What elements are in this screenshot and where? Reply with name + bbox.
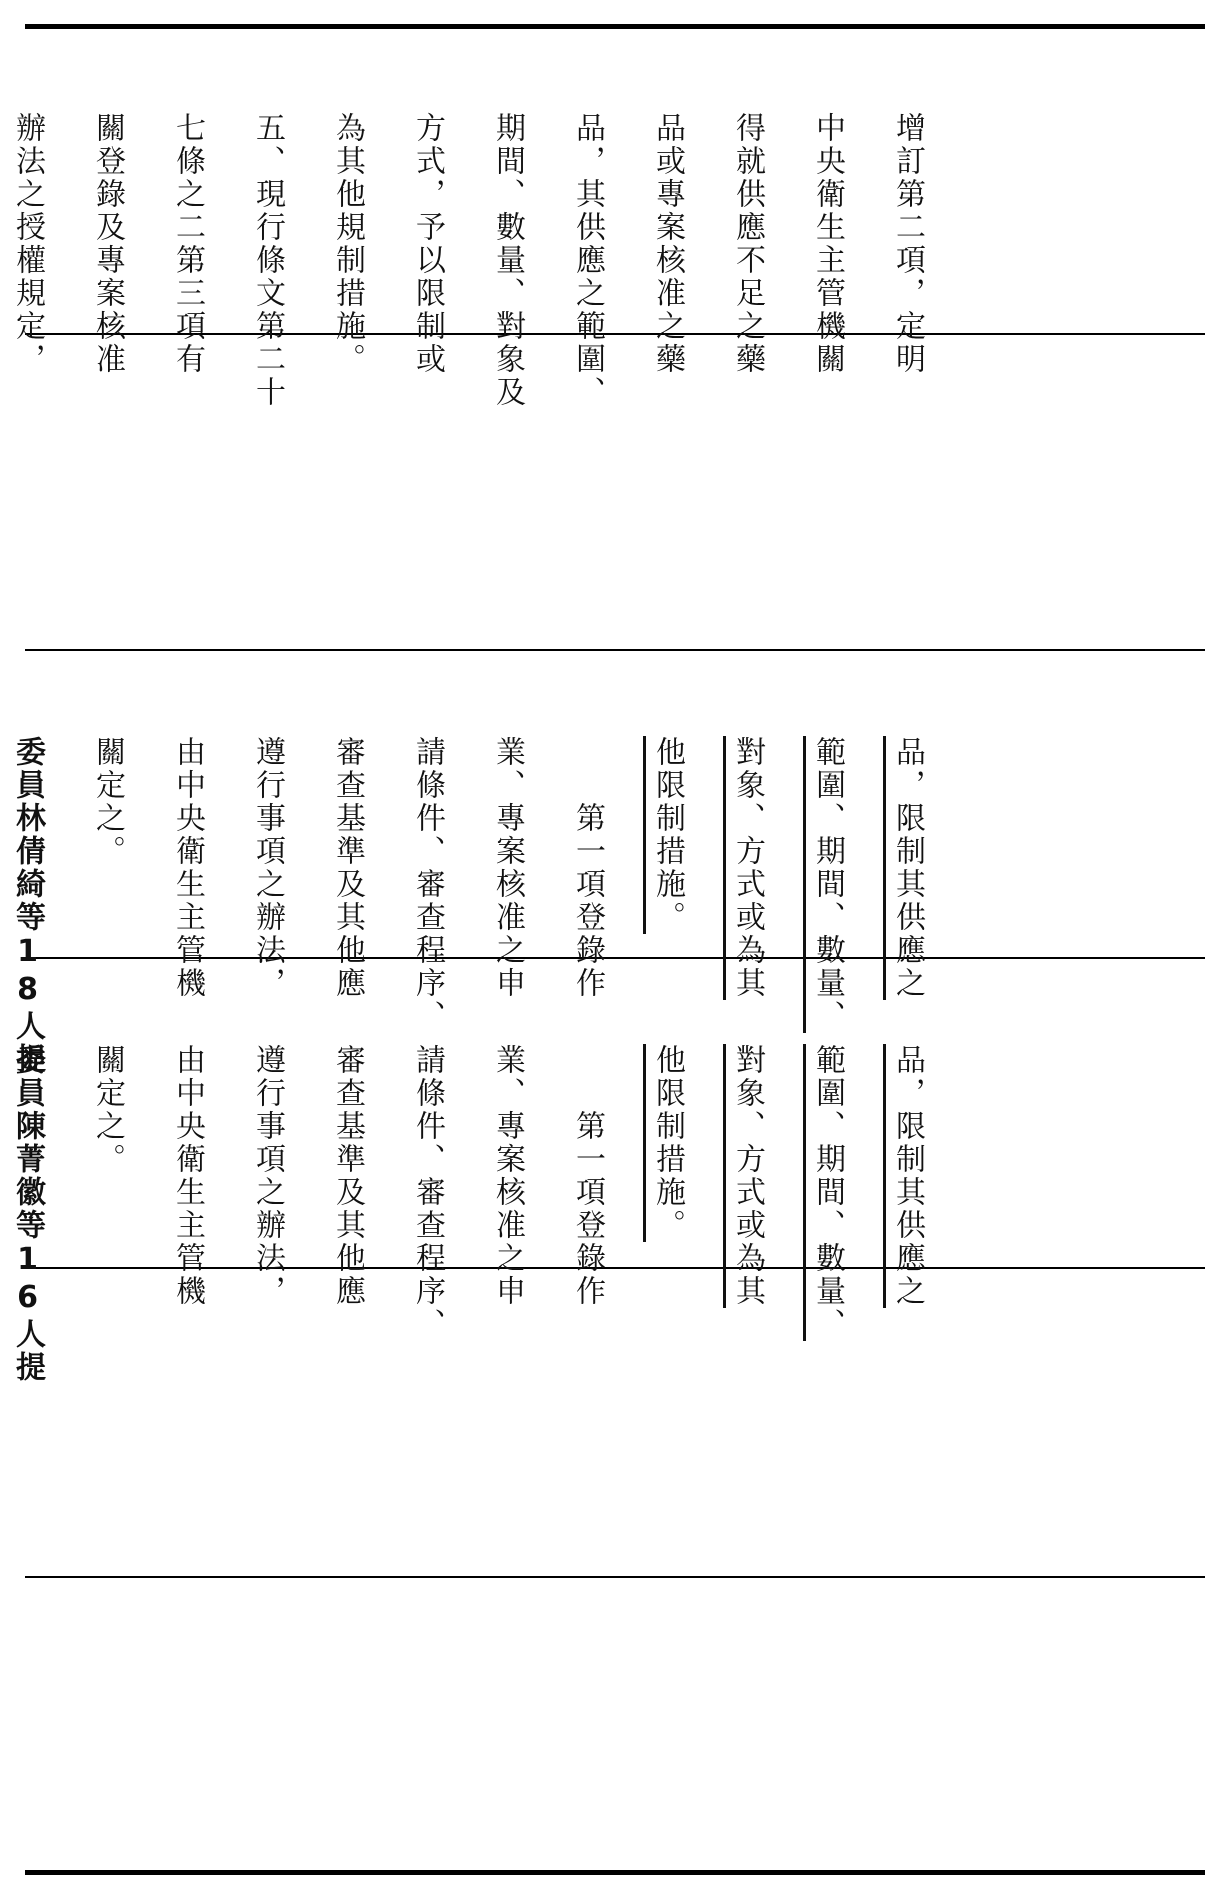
text-line: 遵行事項之辦法， bbox=[250, 1044, 285, 1308]
text-line: 五、現行條文第二十 bbox=[250, 112, 285, 409]
text-line: 他限制措施。 bbox=[650, 736, 685, 934]
empty-cell-row-5 bbox=[25, 1271, 1205, 1574]
text-line: 品，限制其供應之 bbox=[890, 1044, 925, 1308]
text-line: 期間、數量、對象及 bbox=[490, 112, 525, 409]
text-line: 方式，予以限制或 bbox=[410, 112, 445, 376]
text-line: 審查基準及其他應 bbox=[330, 1044, 365, 1308]
proposer-heading: 委員陳菁徽等16人提 bbox=[10, 1044, 45, 1384]
text-line: 為其他規制措施。 bbox=[330, 112, 365, 376]
proposer-heading: 委員林倩綺等18人提 bbox=[10, 736, 45, 1076]
text-line: 七條之二第三項有 bbox=[170, 112, 205, 376]
empty-cell-current-law bbox=[25, 337, 1205, 647]
text-line: 品，限制其供應之 bbox=[890, 736, 925, 1000]
table-top-border bbox=[25, 24, 1205, 29]
text-line: 關定之。 bbox=[90, 1044, 125, 1176]
text-line: 品，其供應之範圍、 bbox=[570, 112, 605, 409]
text-line: 由中央衛生主管機 bbox=[170, 736, 205, 1000]
text-line: 業、專案核准之申 bbox=[490, 1044, 525, 1308]
text-line: 對象、方式或為其 bbox=[730, 1044, 765, 1308]
proposal-cell-chen bbox=[0, 968, 967, 1384]
text-line: 業、專案核准之申 bbox=[490, 736, 525, 1000]
row-divider-2 bbox=[25, 649, 1205, 651]
text-line: 他限制措施。 bbox=[650, 1044, 685, 1242]
text-line: 中央衛生主管機關 bbox=[810, 112, 845, 376]
text-line: 第一項登錄作 bbox=[570, 736, 605, 1000]
explanation-cell bbox=[0, 36, 967, 409]
empty-cell-row-6 bbox=[25, 1580, 1205, 1868]
row-divider-5 bbox=[25, 1576, 1205, 1578]
text-line: 遵行事項之辦法， bbox=[250, 736, 285, 1000]
table-bottom-border bbox=[25, 1870, 1205, 1875]
proposal-cell-lin bbox=[0, 660, 967, 1076]
text-line: 品或專案核准之藥 bbox=[650, 112, 685, 376]
text-line: 請條件、審查程序、 bbox=[410, 736, 445, 1033]
text-line: 第一項登錄作 bbox=[570, 1044, 605, 1308]
text-line: 範圍、期間、數量、 bbox=[810, 1044, 845, 1341]
text-line: 請條件、審查程序、 bbox=[410, 1044, 445, 1341]
text-line: 範圍、期間、數量、 bbox=[810, 736, 845, 1033]
text-line: 審查基準及其他應 bbox=[330, 736, 365, 1000]
text-line: 得就供應不足之藥 bbox=[730, 112, 765, 376]
text-line: 關登錄及專案核准 bbox=[90, 112, 125, 376]
text-line: 關定之。 bbox=[90, 736, 125, 868]
text-line: 對象、方式或為其 bbox=[730, 736, 765, 1000]
text-line: 增訂第二項，定明 bbox=[890, 112, 925, 376]
text-line: 辦法之授權規定， bbox=[10, 112, 45, 376]
text-line: 由中央衛生主管機 bbox=[170, 1044, 205, 1308]
